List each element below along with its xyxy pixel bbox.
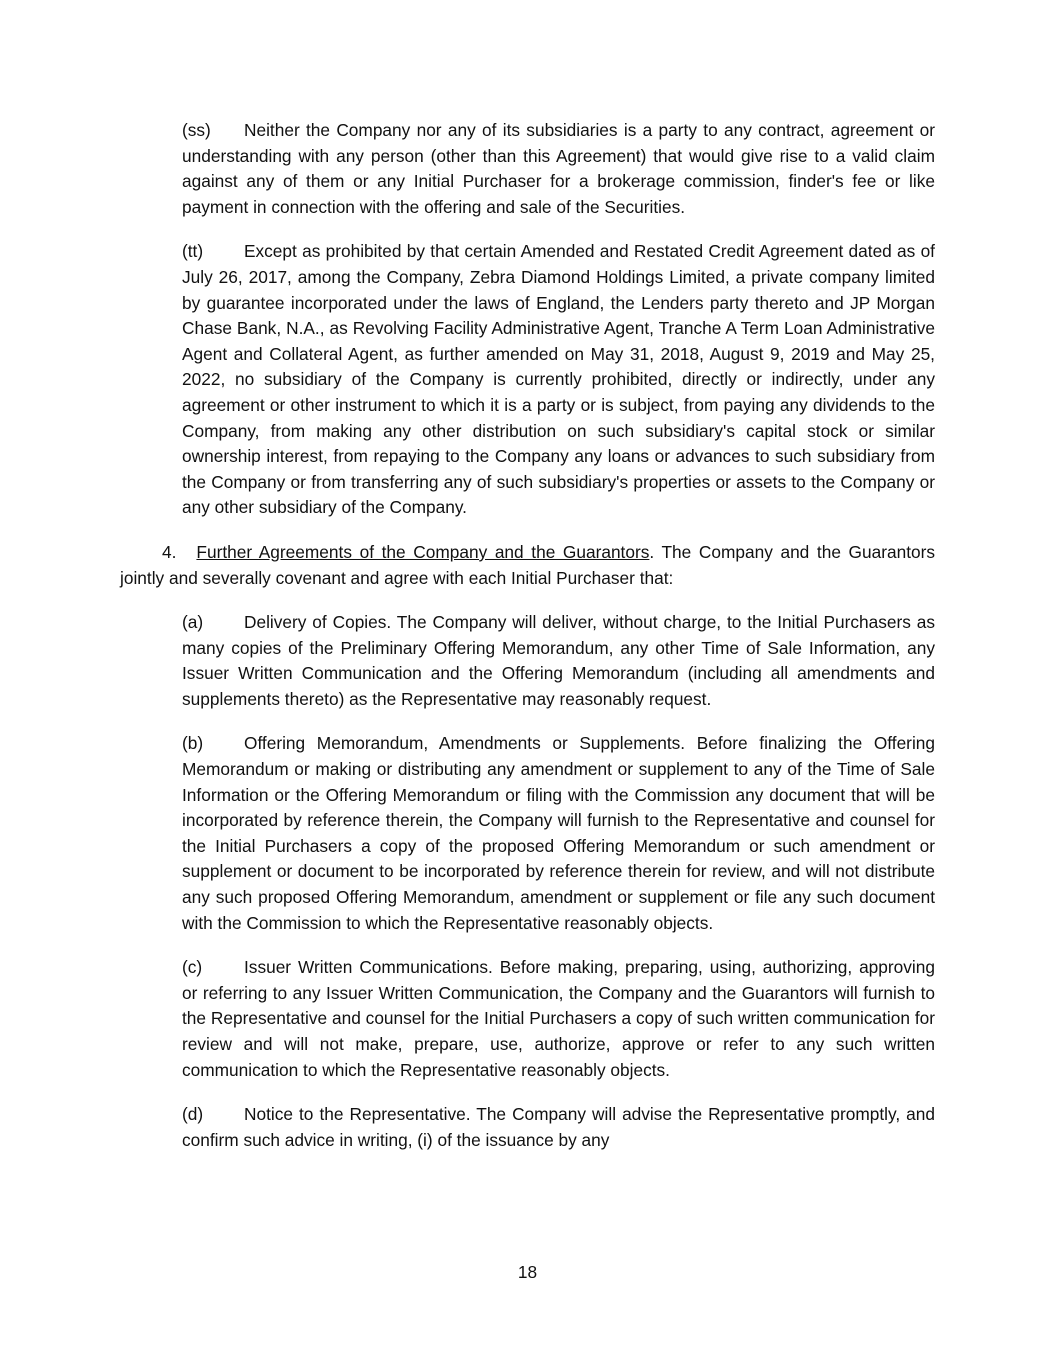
paragraph-section-4 xyxy=(120,540,935,591)
paragraph-heading-b: Offering Memorandum, Amendments or Supplements. xyxy=(244,733,686,754)
paragraph-marker-ss: (ss) xyxy=(182,120,211,140)
paragraph-marker-tt: (tt) xyxy=(182,241,204,262)
paragraph-b xyxy=(120,731,935,936)
paragraph-marker-a: (a) xyxy=(182,612,204,633)
paragraph-marker-4: 4. xyxy=(162,541,177,562)
paragraph-marker-c: (c) xyxy=(182,957,203,978)
paragraph-text-c: Before making, preparing, using, authorizing, approving or referring to any Issuer Written Communication, the Company and the Guarantors will furnish to the Representative and counsel for the Initial Purchasers a copy of such written communication for review and will not make, prepare, use, authorize, approve or refer to any such written communication to which the Representative reasonably objects. xyxy=(182,957,935,1080)
paragraph-text-4: . The Company and the Guarantors jointly and severally covenant and agree with each Initial Purchaser that: xyxy=(120,541,935,588)
paragraph-c xyxy=(120,955,935,1083)
paragraph-marker-b: (b) xyxy=(182,733,204,754)
paragraph-text-b: Before finalizing the Offering Memorandum or making or distributing any amendment or supplement to any of the Time of Sale Information or the Offering Memorandum or filing with the Commission any document that will be incorporated by reference therein, the Company will furnish to the Representative and counsel for the Initial Purchasers a copy of the proposed Offering Memorandum or such amendment or supplement or document to be incorporated by reference therein for review, and will not distribute any such proposed Offering Memorandum, amendment or supplement or file any such document with the Commission to which the Representative reasonably objects. xyxy=(182,733,935,933)
paragraph-d xyxy=(120,1102,935,1153)
paragraph-ss xyxy=(120,118,935,220)
paragraph-marker-d: (d) xyxy=(182,1104,204,1125)
paragraph-a xyxy=(120,610,935,712)
paragraph-text-d: The Company will advise the Representative promptly, and confirm such advice in writing, (i) of the issuance by any xyxy=(182,1104,936,1150)
paragraph-text-tt: Except as prohibited by that certain Amended and Restated Credit Agreement dated as of July 26, 2017, among the Company, Zebra Diamond Holdings Limited, a private company limited by guarantee incorporated under the laws of England, the Lenders party thereto and JP Morgan Chase Bank, N.A., as Revolving Facility Administrative Agent, Tranche A Term Loan Administrative Agent and Collateral Agent, as further amended on May 31, 2018, August 9, 2019 and May 25, 2022, no subsidiary of the Company is currently prohibited, directly or indirectly, under any agreement or other instrument to which it is a party or is subject, from paying any dividends to the Company, from making any other distribution on such subsidiary's capital stock or similar ownership interest, from repaying to the Company any loans or advances to such subsidiary from the Company or from transferring any of such subsidiary's properties or assets to the Company or any other subsidiary of the Company. xyxy=(182,241,935,518)
paragraph-text-ss: Neither the Company nor any of its subsidiaries is a party to any contract, agreement or understanding with any person (other than this Agreement) that would give rise to a valid claim against any of them or any Initial Purchaser for a brokerage commission, finder's fee or like payment in connection with the offering and sale of the Securities. xyxy=(182,120,935,217)
paragraph-heading-d: Notice to the Representative. xyxy=(244,1104,471,1125)
document-body xyxy=(120,118,935,1170)
page-number: 18 xyxy=(517,1262,538,1282)
paragraph-text-a: The Company will deliver, without charge, to the Initial Purchasers as many copies of the Preliminary Offering Memorandum, any other Time of Sale Information, any Issuer Written Communication and the Offering Memorandum (including all amendments and supplements thereto) as the Representative may reasonably request. xyxy=(182,612,935,709)
paragraph-heading-a: Delivery of Copies. xyxy=(244,612,392,633)
paragraph-tt xyxy=(120,239,935,521)
section-4-heading: Further Agreements of the Company and the Guarantors xyxy=(196,541,650,562)
paragraph-heading-c: Issuer Written Communications. xyxy=(244,957,493,978)
